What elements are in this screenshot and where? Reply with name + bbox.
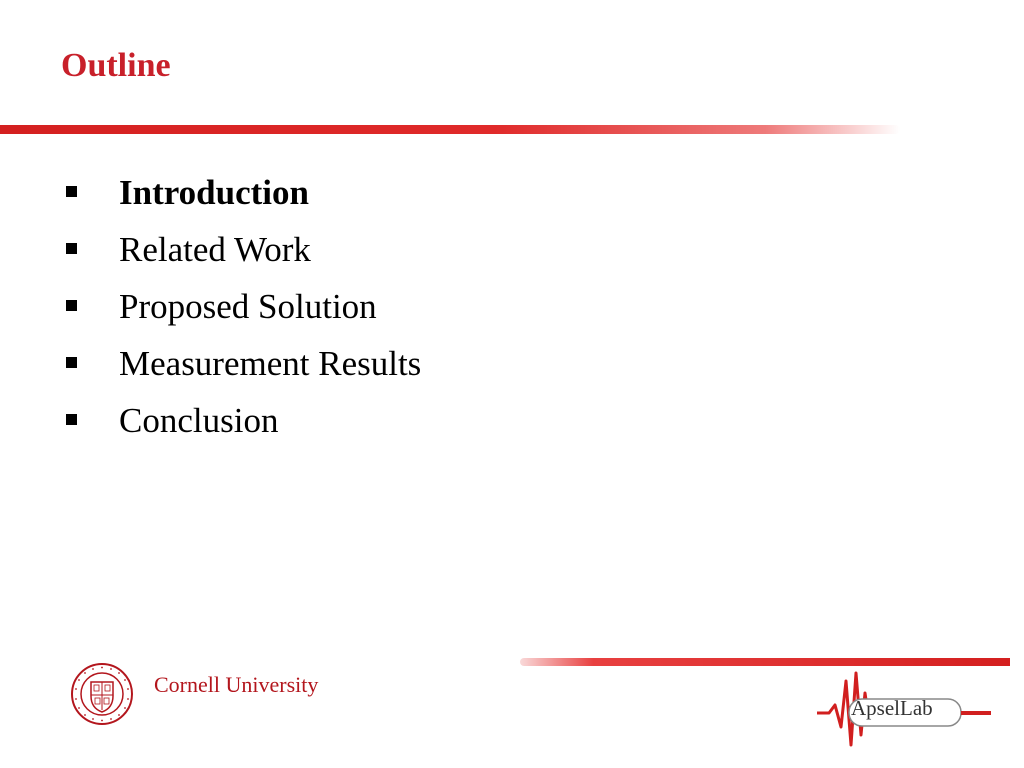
outline-item-proposed-solution <box>60 282 421 339</box>
outline-item-measurement-results <box>60 339 421 396</box>
square-bullet-icon <box>66 243 77 254</box>
square-bullet-icon <box>66 300 77 311</box>
university-name: Cornell University <box>154 672 319 697</box>
cornell-seal-icon <box>70 662 134 726</box>
slide-title: Outline <box>61 47 171 84</box>
outline-item-introduction <box>60 168 421 225</box>
outline-item-related-work <box>60 225 421 282</box>
title-divider <box>0 125 900 134</box>
outline-item-conclusion <box>60 396 421 453</box>
lab-name: ApselLab <box>851 696 933 720</box>
outline-item-label: Conclusion <box>119 401 279 440</box>
outline-item-label: Related Work <box>119 230 311 269</box>
outline-list <box>60 168 421 453</box>
cornell-logo <box>70 662 340 726</box>
square-bullet-icon <box>66 414 77 425</box>
outline-item-label: Measurement Results <box>119 344 422 383</box>
outline-item-label: Introduction <box>119 173 309 212</box>
square-bullet-icon <box>66 186 77 197</box>
square-bullet-icon <box>66 357 77 368</box>
apsellab-logo <box>815 665 995 750</box>
outline-item-label: Proposed Solution <box>119 287 377 326</box>
